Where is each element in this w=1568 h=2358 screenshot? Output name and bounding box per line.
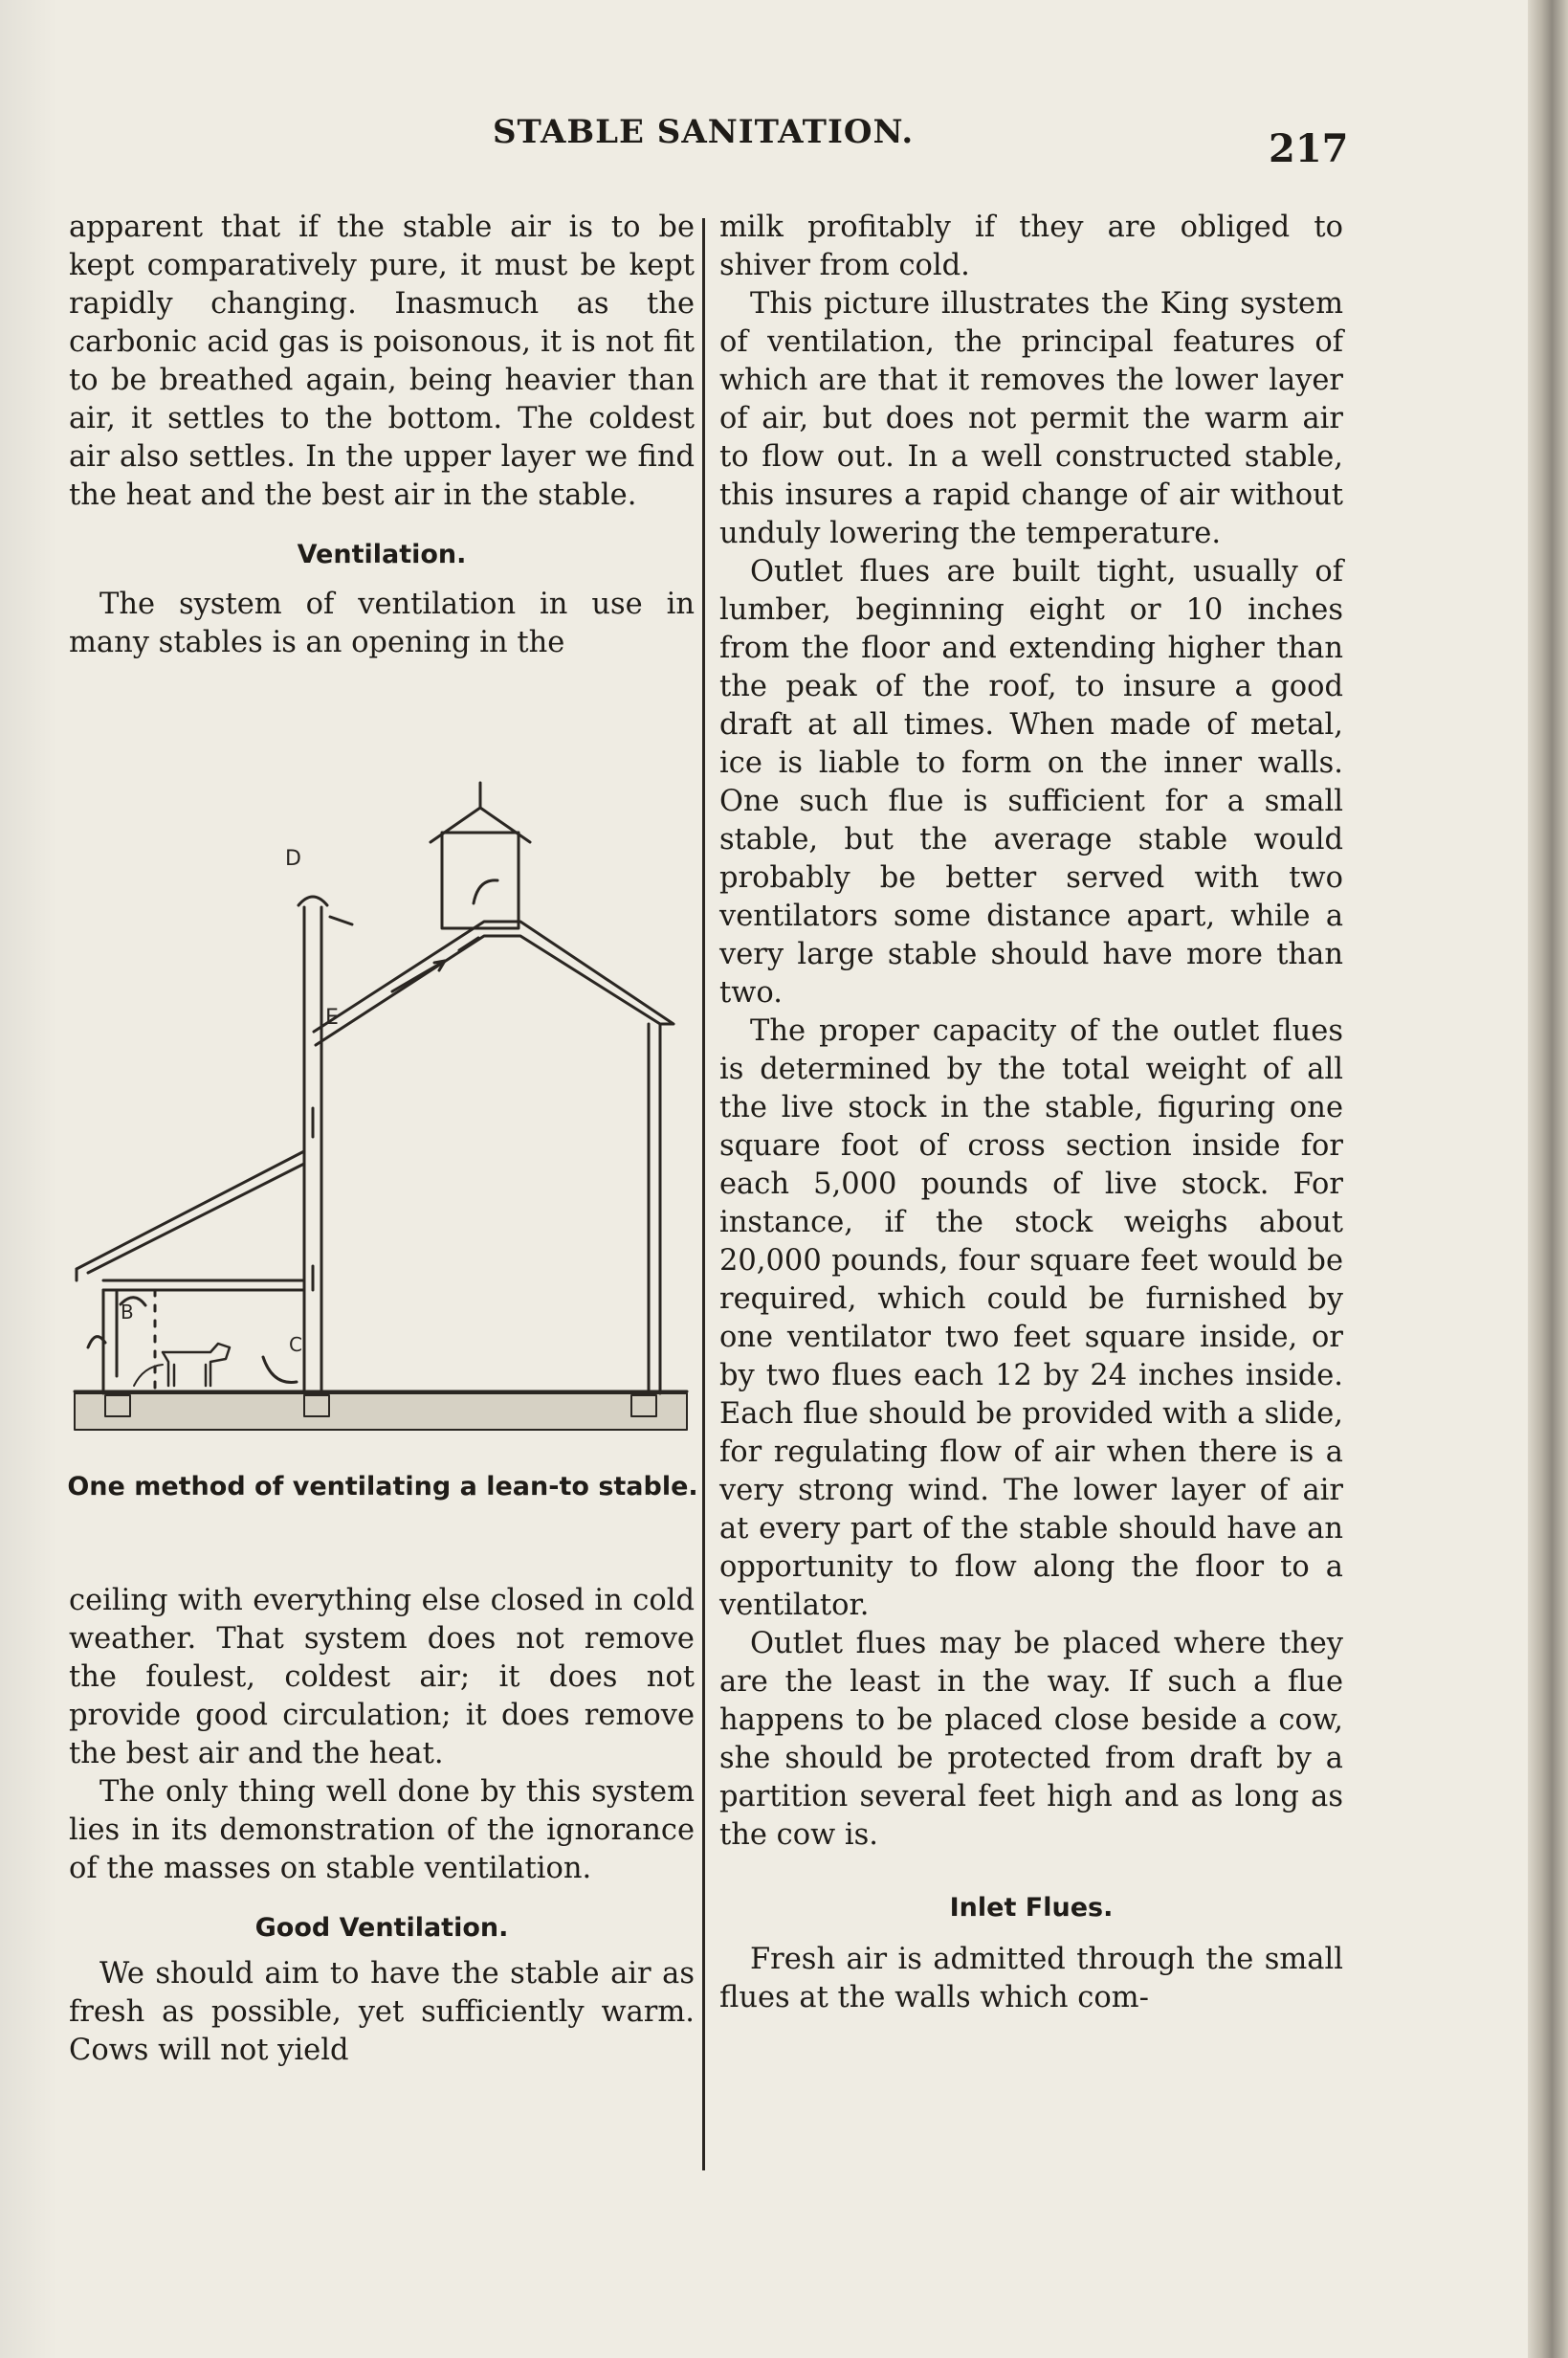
roof-air-arrow-2	[459, 938, 478, 950]
foundation	[75, 1393, 687, 1430]
paragraph: The proper capacity of the outlet flues is determined by the total weight of all the live stock in the stable, figuring one square foot of cross section inside for each 5,000 pounds of live stock. For instance, if the stock weighs about 20,000 pounds, four square feet would be required, which could be furnished by one ventilator two feet square inside, or by two flues each 12 by 24 inches inside. Each flue should be provided with a slide, for regulating flow of air when there is a very strong wind. The lower layer of air at every part of the stable should have an opportunity to flow along the floor to a ventilator.	[719, 1014, 1343, 1622]
page-gutter-shadow	[0, 0, 57, 2358]
lean-to-roof-inner	[88, 1164, 304, 1273]
main-roof-inner	[316, 936, 660, 1045]
left-column-top	[69, 209, 695, 662]
label-c: C	[289, 1333, 302, 1356]
paragraph: ceiling with everything else closed in cold weather. That system does not remove the foulest, coldest air; it does not provide good circulation; it does remove the best air and the heat.	[69, 1584, 695, 1770]
paragraph: Outlet flues are built tight, usually of lumber, beginning eight or 10 inches from the floor and extending higher than the peak of the roof, to insure a good draft at all times. When made of metal, ice is liable to form on the inner walls. One such flue is sufficient for a small stable, but the average stable would probably be better served with two ventilators some distance apart, while a very large stable should have more than two.	[719, 555, 1343, 1010]
cupola-air-arrow	[474, 880, 497, 903]
flue-cap	[298, 897, 327, 905]
paragraph: milk profitably if they are obliged to shiver from cold.	[719, 211, 1343, 282]
label-e: E	[325, 1006, 339, 1030]
paragraph: The only thing well done by this system lies in its demonstration of the ignorance of the masses on stable ventilation.	[69, 1775, 695, 1885]
label-d: D	[285, 847, 301, 871]
cupola-roof	[431, 808, 530, 842]
flue-exit-arrow	[330, 917, 352, 924]
floor-air-arrow	[134, 1365, 163, 1386]
lean-to-roof	[77, 1151, 304, 1269]
main-roof	[314, 922, 674, 1032]
paragraph: This picture illustrates the King system of ventilation, the principal features of which are that it removes the lower layer of air, but does not permit the warm air to flow out. In a well constructed stable, this insures a rapid change of air without unduly lowering the temperature.	[719, 287, 1343, 550]
running-head: STABLE SANITATION.	[493, 113, 915, 151]
page-number: 217	[1269, 126, 1349, 171]
paragraph: apparent that if the stable air is to be kept comparatively pure, it must be kept rapidly changing. Inasmuch as the carbonic acid gas is poisonous, it is not fit to be breathed again, being heavier than air, it settles to the bottom. The coldest air also settles. In the upper layer we find the heat and the best air in the stable.	[69, 211, 695, 512]
left-column-bottom	[69, 1582, 695, 2070]
stable-diagram	[67, 773, 698, 1453]
paragraph: The system of ventilation in use in many stables is an opening in the	[69, 588, 695, 659]
column-rule	[702, 218, 705, 2170]
figure-caption: One method of ventilating a lean-to stable.	[67, 1472, 698, 1502]
paragraph: Fresh air is admitted through the small flues at the walls which com-	[719, 1943, 1343, 2014]
heading-good-ventilation: Good Ventilation.	[254, 1913, 509, 1943]
heading-inlet-flues: Inlet Flues.	[949, 1893, 1114, 1923]
heading-ventilation: Ventilation.	[297, 540, 467, 569]
paragraph: We should aim to have the stable air as fresh as possible, yet sufficiently warm. Cows will not yield	[69, 1957, 695, 2067]
outlet-intake-arrow	[263, 1357, 297, 1382]
cow	[163, 1344, 230, 1386]
right-column	[719, 209, 1343, 2017]
label-b: B	[121, 1301, 134, 1324]
page-edge	[1528, 0, 1568, 2358]
paragraph: Outlet flues may be placed where they are the least in the way. If such a flue happens to be placed close beside a cow, she should be protected from draft by a partition several feet high and as long as the cow is.	[719, 1627, 1343, 1852]
cupola	[442, 833, 519, 928]
